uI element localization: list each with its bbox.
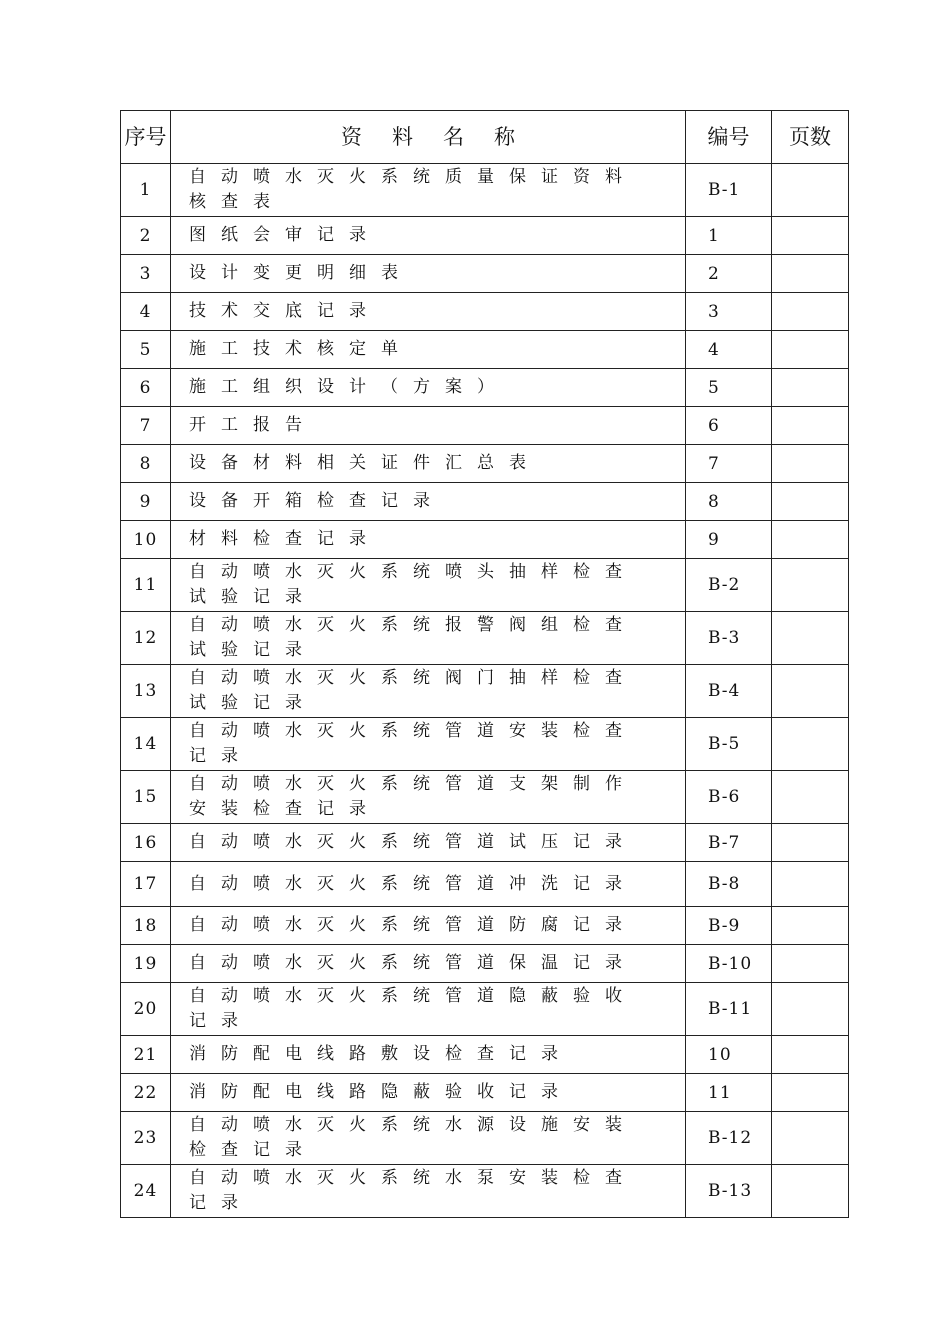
cell-seq: 21 (121, 1036, 171, 1074)
cell-seq: 7 (121, 407, 171, 445)
table-row (121, 718, 849, 771)
table-row (121, 983, 849, 1036)
cell-name: 自动喷水灭火系统水源设施安装检查记录 (171, 1112, 686, 1165)
cell-name: 开工报告 (171, 407, 686, 445)
cell-pages (772, 945, 849, 983)
cell-seq: 14 (121, 718, 171, 771)
cell-pages (772, 407, 849, 445)
cell-seq: 8 (121, 445, 171, 483)
cell-name: 施工技术核定单 (171, 331, 686, 369)
cell-pages (772, 771, 849, 824)
cell-pages (772, 255, 849, 293)
cell-pages (772, 824, 849, 862)
cell-seq: 20 (121, 983, 171, 1036)
cell-name: 自动喷水灭火系统管道冲洗记录 (171, 862, 686, 907)
cell-code: B-10 (686, 945, 772, 983)
cell-pages (772, 217, 849, 255)
cell-name: 自动喷水灭火系统管道保温记录 (171, 945, 686, 983)
cell-seq: 16 (121, 824, 171, 862)
cell-code: B-6 (686, 771, 772, 824)
cell-seq: 13 (121, 665, 171, 718)
cell-code: 3 (686, 293, 772, 331)
cell-name: 自动喷水灭火系统管道试压记录 (171, 824, 686, 862)
cell-pages (772, 1165, 849, 1218)
cell-name: 消防配电线路隐蔽验收记录 (171, 1074, 686, 1112)
cell-code: B-7 (686, 824, 772, 862)
cell-code: 7 (686, 445, 772, 483)
table-row (121, 612, 849, 665)
cell-code: 8 (686, 483, 772, 521)
cell-name: 设备开箱检查记录 (171, 483, 686, 521)
cell-seq: 1 (121, 164, 171, 217)
cell-seq: 3 (121, 255, 171, 293)
cell-name: 施工组织设计（方案） (171, 369, 686, 407)
cell-code: 1 (686, 217, 772, 255)
cell-seq: 15 (121, 771, 171, 824)
cell-name: 技术交底记录 (171, 293, 686, 331)
header-pages: 页数 (772, 111, 849, 164)
cell-pages (772, 718, 849, 771)
cell-pages (772, 445, 849, 483)
cell-code: 11 (686, 1074, 772, 1112)
table-row (121, 1074, 849, 1112)
cell-seq: 12 (121, 612, 171, 665)
cell-code: B-9 (686, 907, 772, 945)
table-row (121, 945, 849, 983)
cell-pages (772, 1074, 849, 1112)
cell-seq: 17 (121, 862, 171, 907)
table-row (121, 331, 849, 369)
cell-name: 自动喷水灭火系统阀门抽样检查试验记录 (171, 665, 686, 718)
cell-pages (772, 983, 849, 1036)
cell-pages (772, 164, 849, 217)
cell-seq: 23 (121, 1112, 171, 1165)
cell-seq: 22 (121, 1074, 171, 1112)
cell-name: 自动喷水灭火系统水泵安装检查记录 (171, 1165, 686, 1218)
header-seq: 序号 (121, 111, 171, 164)
cell-pages (772, 612, 849, 665)
cell-seq: 10 (121, 521, 171, 559)
cell-seq: 5 (121, 331, 171, 369)
cell-pages (772, 1112, 849, 1165)
cell-pages (772, 862, 849, 907)
cell-name: 消防配电线路敷设检查记录 (171, 1036, 686, 1074)
cell-name: 自动喷水灭火系统管道安装检查记录 (171, 718, 686, 771)
cell-code: B-11 (686, 983, 772, 1036)
header-code: 编号 (686, 111, 772, 164)
cell-code: 6 (686, 407, 772, 445)
table-row (121, 164, 849, 217)
table-row (121, 559, 849, 612)
cell-code: B-4 (686, 665, 772, 718)
table-header-row (121, 111, 849, 164)
cell-seq: 4 (121, 293, 171, 331)
cell-code: 9 (686, 521, 772, 559)
cell-name: 自动喷水灭火系统管道防腐记录 (171, 907, 686, 945)
cell-code: B-8 (686, 862, 772, 907)
cell-code: B-2 (686, 559, 772, 612)
cell-pages (772, 293, 849, 331)
cell-name: 自动喷水灭火系统喷头抽样检查试验记录 (171, 559, 686, 612)
table-row (121, 217, 849, 255)
table-row (121, 521, 849, 559)
cell-pages (772, 559, 849, 612)
cell-code: B-1 (686, 164, 772, 217)
cell-code: B-5 (686, 718, 772, 771)
table-row (121, 1036, 849, 1074)
table-row (121, 1165, 849, 1218)
cell-seq: 19 (121, 945, 171, 983)
table-row (121, 824, 849, 862)
cell-code: B-12 (686, 1112, 772, 1165)
cell-code: B-13 (686, 1165, 772, 1218)
cell-name: 图纸会审记录 (171, 217, 686, 255)
table-row (121, 255, 849, 293)
cell-name: 自动喷水灭火系统管道隐蔽验收记录 (171, 983, 686, 1036)
cell-name: 自动喷水灭火系统管道支架制作安装检查记录 (171, 771, 686, 824)
table-row (121, 862, 849, 907)
cell-seq: 11 (121, 559, 171, 612)
cell-pages (772, 331, 849, 369)
table-row (121, 1112, 849, 1165)
table-row (121, 483, 849, 521)
cell-name: 设备材料相关证件汇总表 (171, 445, 686, 483)
cell-name: 设计变更明细表 (171, 255, 686, 293)
cell-pages (772, 665, 849, 718)
table-body (121, 164, 849, 1218)
cell-name: 自动喷水灭火系统质量保证资料核查表 (171, 164, 686, 217)
cell-name: 自动喷水灭火系统报警阀组检查试验记录 (171, 612, 686, 665)
cell-code: 10 (686, 1036, 772, 1074)
cell-code: 5 (686, 369, 772, 407)
cell-name: 材料检查记录 (171, 521, 686, 559)
table-row (121, 407, 849, 445)
header-name: 资料名称 (171, 111, 686, 164)
cell-code: 2 (686, 255, 772, 293)
cell-seq: 6 (121, 369, 171, 407)
table-row (121, 771, 849, 824)
table-row (121, 665, 849, 718)
cell-seq: 24 (121, 1165, 171, 1218)
table-row (121, 293, 849, 331)
cell-seq: 2 (121, 217, 171, 255)
cell-pages (772, 907, 849, 945)
cell-seq: 9 (121, 483, 171, 521)
cell-pages (772, 521, 849, 559)
cell-pages (772, 369, 849, 407)
cell-seq: 18 (121, 907, 171, 945)
table-row (121, 369, 849, 407)
table-row (121, 907, 849, 945)
document-index-table (120, 110, 849, 1218)
cell-pages (772, 1036, 849, 1074)
table-row (121, 445, 849, 483)
cell-code: B-3 (686, 612, 772, 665)
cell-pages (772, 483, 849, 521)
cell-code: 4 (686, 331, 772, 369)
